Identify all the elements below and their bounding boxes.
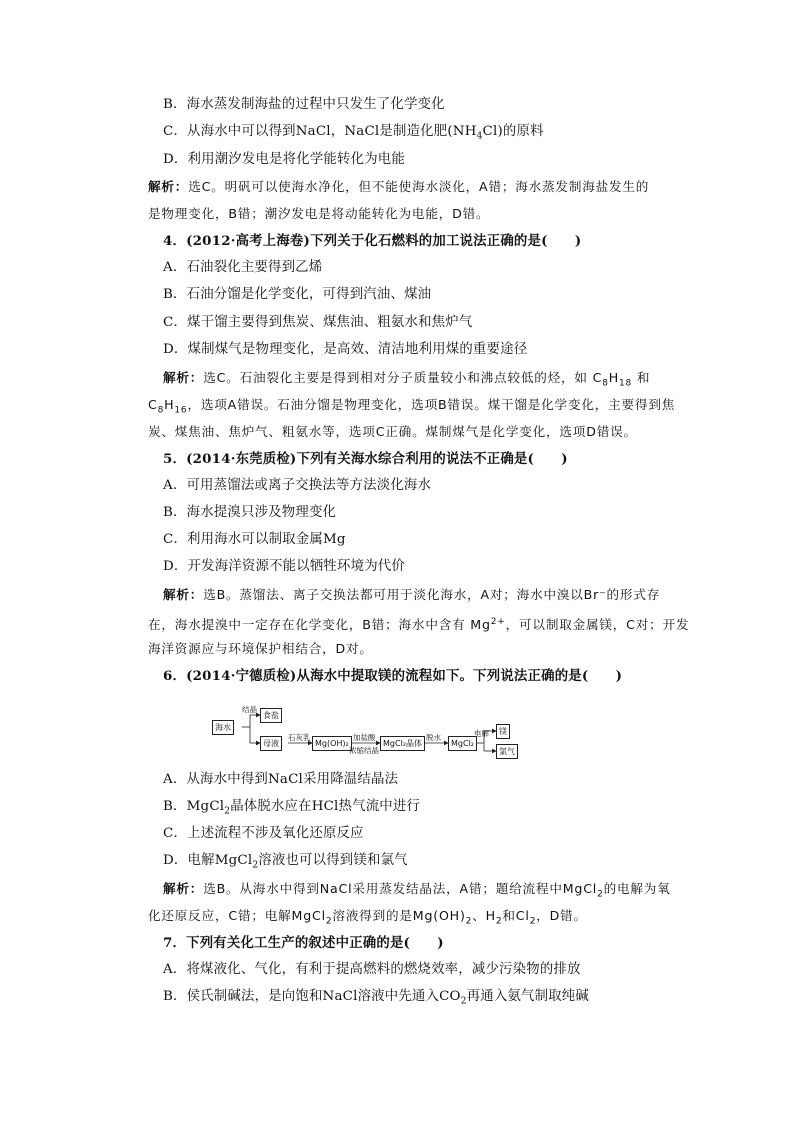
node-mgcl2-crystal: MgCl₂晶体 bbox=[380, 736, 425, 751]
q6-analysis-line-2: 化还原反应，C错；电解MgCl$_2$溶液得到的是$Mg(OH)_2$、$H_2$和$Cl_2$，D错。 bbox=[148, 908, 587, 927]
q6-option-d: D．电解MgCl$_2$溶液也可以得到镁和氯气 bbox=[163, 853, 408, 871]
q7-option-a: A．将煤液化、气化，有利于提高燃料的燃烧效率，减少污染物的排放 bbox=[163, 962, 581, 977]
node-mother-liquor: 母液 bbox=[260, 736, 282, 751]
q6-option-b: B．MgCl$_2$晶体脱水应在HCl热气流中进行 bbox=[163, 799, 421, 817]
q4-stem: 4．(2012·高考上海卷)下列关于化石燃料的加工说法正确的是( ) bbox=[163, 233, 582, 249]
node-mgcl2: MgCl₂ bbox=[448, 736, 477, 751]
q3-option-b: B．海水蒸发制海盐的过程中只发生了化学变化 bbox=[163, 97, 445, 112]
node-mgoh2: Mg(OH)₂ bbox=[312, 736, 352, 751]
q6-option-a: A．从海水中得到NaCl采用降温结晶法 bbox=[163, 772, 399, 787]
q4-analysis-line-3: 炭、煤焦油、焦炉气、粗氨水等，选项C正确。煤制煤气是化学变化，选项D错误。 bbox=[148, 424, 637, 439]
q6-analysis-line-1: 解析：选B。从海水中得到NaCl采用蒸发结晶法，A错；題给流程中MgCl$_2$的电解为氧 bbox=[163, 881, 671, 900]
q5-option-a: A．可用蒸馏法或离子交换法等方法淡化海水 bbox=[163, 478, 432, 493]
q5-analysis-line-1: 解析：选B。蒸馏法、离子交换法都可用于淡化海水，A对；海水中溴以Br⁻的形式存 bbox=[163, 587, 661, 602]
label-concentrate-crystallize: 浓缩结晶 bbox=[349, 746, 379, 755]
node-salt: 食盐 bbox=[260, 708, 282, 723]
q4-option-a: A．石油裂化主要得到乙烯 bbox=[163, 260, 323, 275]
node-mg: 镁 bbox=[496, 724, 510, 739]
q4-analysis-line-2: $C_8H_{16}$，选项A错误。石油分馏是物理变化，选项B错误。煤干馏是化学变化，主要得到焦 bbox=[148, 397, 676, 416]
q5-analysis-line-2: 在，海水提溴中一定存在化学变化，B错；海水中含有 $Mg^{2+}$，可以制取金属镁，C对；开发 bbox=[148, 617, 690, 633]
q3-analysis-line-2: 是物理变化，B错；潮汐发电是将动能转化为电能，D错。 bbox=[148, 206, 490, 221]
label-dehydrate: 脱水 bbox=[426, 733, 441, 742]
q4-option-b: B．石油分馏是化学变化，可得到汽油、煤油 bbox=[163, 287, 432, 302]
q5-option-c: C．利用海水可以制取金属Mg bbox=[163, 532, 346, 547]
q4-option-c: C．煤干馏主要得到焦炭、煤焦油、粗氨水和焦炉气 bbox=[163, 315, 473, 330]
q3-option-d: D．利用潮汐发电是将化学能转化为电能 bbox=[163, 152, 405, 167]
q4-option-d: D．煤制煤气是物理变化，是高效、清洁地利用煤的重要途径 bbox=[163, 342, 528, 357]
q5-option-b: B．海水提溴只涉及物理变化 bbox=[163, 505, 337, 520]
q5-stem: 5．(2014·东莞质检)下列有关海水综合利用的说法不正确是( ) bbox=[163, 451, 568, 467]
q5-option-d: D．开发海洋资源不能以牺牲环境为代价 bbox=[163, 559, 405, 574]
q4-analysis-line-1: 解析：选C。石油裂化主要是得到相对分子质量较小和沸点较低的烃，如 $C_8H_{18}$ 和 bbox=[163, 370, 651, 389]
label-electrolysis: 电解 bbox=[474, 729, 489, 738]
q6-stem: 6．(2014·宁德质检)从海水中提取镁的流程如下。下列说法正确的是( ) bbox=[163, 668, 623, 684]
label-lime-milk: 石灰乳 bbox=[288, 733, 311, 742]
magnesium-extraction-flowchart bbox=[212, 705, 522, 760]
node-cl2: 氯气 bbox=[496, 744, 518, 759]
q6-option-c: C．上述流程不涉及氧化还原反应 bbox=[163, 826, 364, 841]
q3-option-c: C．从海水中可以得到NaCl，NaCl是制造化肥$(NH_4Cl)$的原料 bbox=[163, 124, 544, 142]
q7-stem: 7．下列有关化工生产的叙述中正确的是( ) bbox=[163, 935, 444, 951]
q5-analysis-line-3: 海洋资源应与环境保护相结合，D对。 bbox=[148, 641, 373, 656]
q7-option-b: B．侯氏制碱法，是向饱和NaCl溶液中先通入$CO_2$再通入氨气制取纯碱 bbox=[163, 989, 589, 1007]
q3-analysis-line-1: 解析：选C。明矾可以使海水净化，但不能使海水淡化，A错；海水蒸发制海盐发生的 bbox=[148, 179, 650, 194]
node-seawater: 海水 bbox=[212, 720, 234, 735]
label-crystallize: 结晶 bbox=[242, 705, 257, 714]
label-add-hcl: 加盐酸 bbox=[353, 733, 376, 742]
